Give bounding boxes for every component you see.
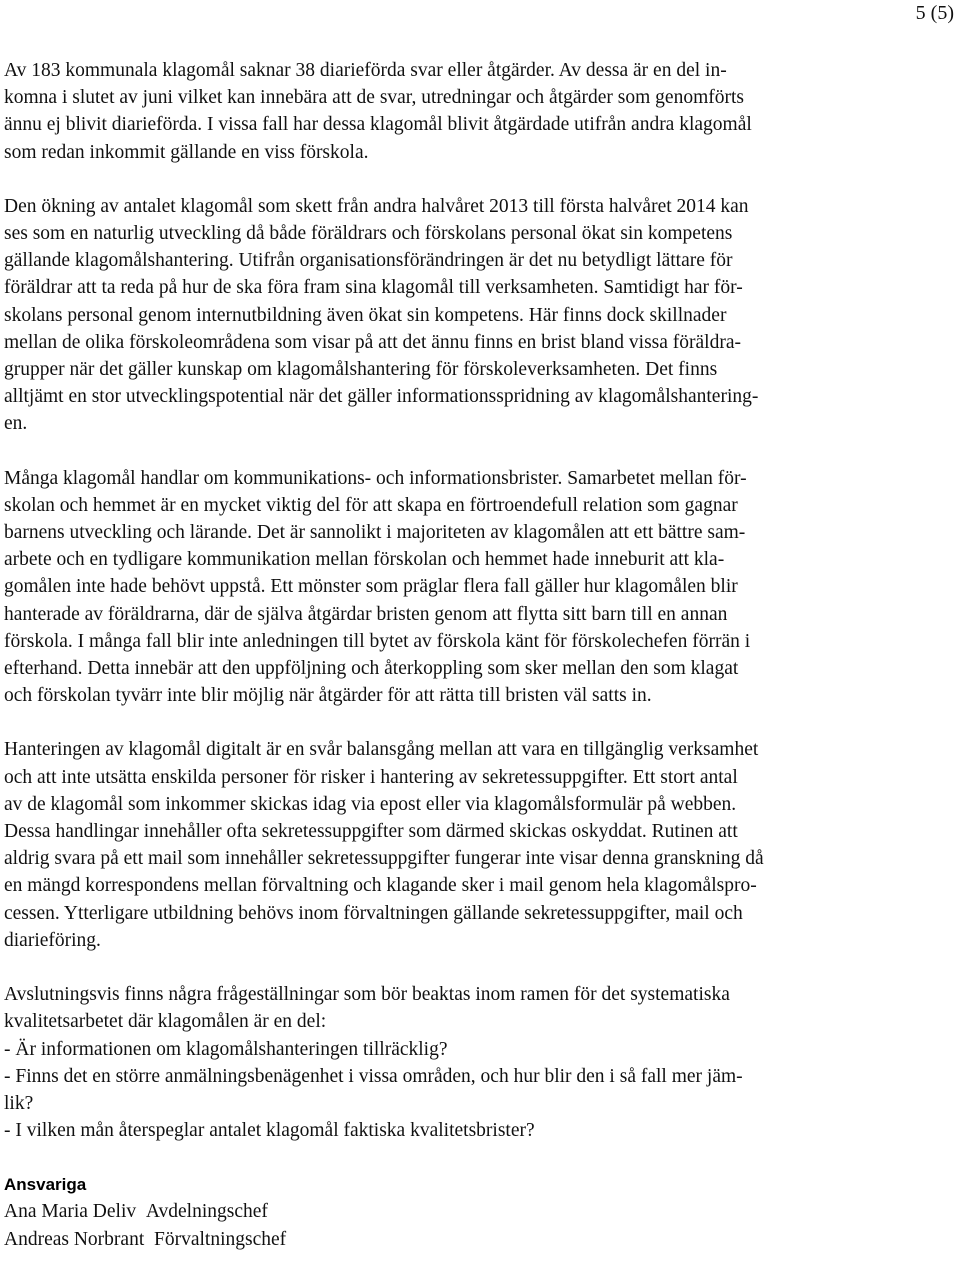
text-line: arbete och en tydligare kommunikation mellan förskolan och hemmet hade inneburit att kla- bbox=[4, 549, 725, 571]
text-line: kvalitetsarbetet där klagomålen är en del: bbox=[4, 1011, 327, 1033]
person-role: Avdelningschef bbox=[145, 1201, 268, 1223]
responsible-heading: Ansvariga bbox=[4, 1175, 87, 1195]
text-line: gomålen inte hade behövt uppstå. Ett mönster som präglar flera fall gäller hur klagomålen blir bbox=[4, 576, 738, 598]
text-line: cessen. Ytterligare utbildning behövs inom förvaltningen gällande sekretessuppgifter, mail och bbox=[4, 902, 743, 924]
paragraph-increase-in-complaints bbox=[4, 193, 870, 438]
text-line: förskola. I många fall blir inte anledningen till bytet av förskola känt för förskolechefen förrän i bbox=[4, 630, 751, 652]
text-line: av de klagomål som inkommer skickas idag via epost eller via klagomålsformulär på webben. bbox=[4, 793, 737, 815]
person-name: Andreas Norbrant bbox=[4, 1228, 145, 1250]
text-line: skolans personal genom internutbildning även ökat sin kompetens. Här finns dock skillnader bbox=[4, 304, 727, 326]
question-item: lik? bbox=[4, 1092, 34, 1114]
paragraph-communication-issues bbox=[4, 465, 870, 710]
paragraph-gap bbox=[4, 954, 870, 981]
text-line: Av 183 kommunala klagomål saknar 38 diarieförda svar eller åtgärder. Av dessa är en del in- bbox=[4, 60, 727, 81]
paragraph-concluding-questions bbox=[4, 981, 870, 1144]
question-item: - I vilken mån återspeglar antalet klagomål faktiska kvalitetsbrister? bbox=[4, 1120, 535, 1142]
text-line: aldrig svara på ett mail som innehåller sekretessuppgifter fungerar inte visar denna granskning då bbox=[4, 848, 764, 870]
text-line: en. bbox=[4, 413, 28, 435]
text-line: diarieföring. bbox=[4, 929, 101, 951]
text-line: ännu ej blivit diarieförda. I vissa fall har dessa klagomål blivit åtgärdade utifrån andra klagomål bbox=[4, 114, 752, 136]
text-line: Hanteringen av klagomål digitalt är en svår balansgång mellan att vara en tillgänglig verksamhet bbox=[4, 739, 759, 761]
text-line: barnens utveckling och lärande. Det är sannolikt i majoriteten av klagomålen att ett bättre sam- bbox=[4, 522, 746, 544]
text-line: alltjämt en stor utvecklingspotential när det gäller informationsspridning av klagomålshantering- bbox=[4, 386, 759, 408]
text-line: efterhand. Detta innebär att den uppföljning och återkoppling som sker mellan den som klagat bbox=[4, 658, 739, 680]
text-line: föräldrar att ta reda på hur de ska föra fram sina klagomål till verksamheten. Samtidigt har för- bbox=[4, 277, 743, 299]
paragraph-unregistered-responses bbox=[4, 57, 870, 166]
paragraph-gap bbox=[4, 438, 870, 465]
text-line: gällande klagomålshantering. Utifrån organisationsförändringen är det nu betydligt lättare för bbox=[4, 250, 733, 272]
page-number: 5 (5) bbox=[915, 2, 954, 24]
paragraph-gap bbox=[4, 1144, 870, 1171]
text-line: en mängd korrespondens mellan förvaltning och klagande sker i mail genom hela klagomålspro- bbox=[4, 875, 757, 897]
paragraph-gap bbox=[4, 709, 870, 736]
document-body bbox=[4, 57, 870, 1253]
text-line: skolan och hemmet är en mycket viktig del för att skapa en förtroendefull relation som gagnar bbox=[4, 494, 738, 516]
text-line: och förskolan tyvärr inte blir möjlig när åtgärder för att rätta till bristen väl satts in. bbox=[4, 685, 652, 707]
text-line: Dessa handlingar innehåller ofta sekretessuppgifter som därmed skickas oskyddat. Rutinen att bbox=[4, 821, 738, 843]
paragraph-gap bbox=[4, 166, 870, 193]
text-line: Den ökning av antalet klagomål som skett från andra halvåret 2013 till första halvåret 2014 kan bbox=[4, 195, 749, 217]
responsible-person bbox=[4, 1198, 870, 1225]
text-line: som redan inkommit gällande en viss förskola. bbox=[4, 141, 369, 163]
text-line: ses som en naturlig utveckling då både föräldrars och förskolans personal ökat sin kompetens bbox=[4, 223, 733, 245]
question-item: - Är informationen om klagomålshanteringen tillräcklig? bbox=[4, 1038, 448, 1060]
text-line: och att inte utsätta enskilda personer för risker i hantering av sekretessuppgifter. Ett stort antal bbox=[4, 766, 738, 788]
question-item: - Finns det en större anmälningsbenägenhet i vissa områden, och hur blir den i så fall mer jäm- bbox=[4, 1065, 743, 1087]
text-line: grupper när det gäller kunskap om klagomålshantering för förskoleverksamheten. Det finns bbox=[4, 359, 718, 381]
text-line: Avslutningsvis finns några frågeställningar som bör beaktas inom ramen för det systematiska bbox=[4, 984, 730, 1006]
responsible-section bbox=[4, 1171, 870, 1252]
paragraph-digital-handling bbox=[4, 736, 870, 954]
text-line: Många klagomål handlar om kommunikations- och informationsbrister. Samarbetet mellan för- bbox=[4, 467, 747, 489]
person-role: Förvaltningschef bbox=[154, 1228, 287, 1250]
text-line: hanterade av föräldrarna, där de själva åtgärdar bristen genom att flytta sitt barn till en annan bbox=[4, 603, 728, 625]
responsible-person bbox=[4, 1226, 870, 1253]
text-line: komna i slutet av juni vilket kan innebära att de svar, utredningar och åtgärder som genomförts bbox=[4, 87, 745, 109]
person-name: Ana Maria Deliv bbox=[4, 1201, 137, 1223]
text-line: mellan de olika förskoleområdena som visar på att det ännu finns en brist bland vissa föräldra- bbox=[4, 331, 741, 353]
